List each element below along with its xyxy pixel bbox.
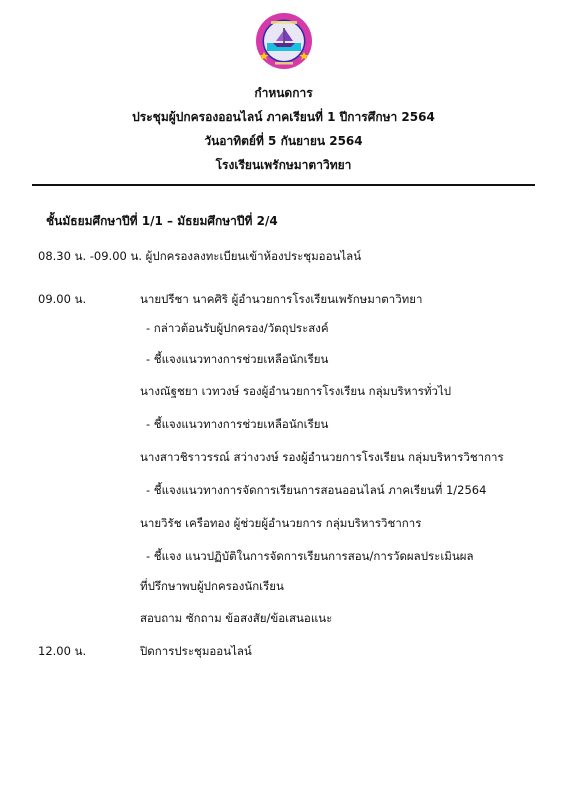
registration-line: 08.30 น. -09.00 น. ผู้ปกครองลงทะเบียนเข้าห้องประชุมออนไลน์ — [38, 249, 362, 263]
speaker-3-item-1: - ชี้แจงแนวทางการจัดการเรียนการสอนออนไลน์ ภาคเรียนที่ 1/2564 — [146, 483, 487, 497]
document-title: กำหนดการ — [254, 86, 313, 100]
speaker-1-item-1: - กล่าวต้อนรับผู้ปกครอง/วัตถุประสงค์ — [146, 321, 329, 335]
time-1200: 12.00 น. — [38, 644, 87, 658]
time-0900: 09.00 น. — [38, 292, 87, 306]
speaker-4-item-1: - ชี้แจง แนวปฏิบัติในการจัดการเรียนการสอน/การวัดผลประเมินผล — [146, 549, 474, 563]
school-name: โรงเรียนเพรักษมาตาวิทยา — [215, 158, 352, 172]
speaker-2-item-1: - ชี้แจงแนวทางการช่วยเหลือนักเรียน — [146, 417, 329, 431]
closing-line: ปิดการประชุมออนไลน์ — [140, 644, 252, 658]
qa-line: สอบถาม ซักถาม ข้อสงสัย/ข้อเสนอแนะ — [140, 611, 333, 625]
speaker-1: นายปรีชา นาคศิริ ผู้อำนวยการโรงเรียนเพรักษมาตาวิทยา — [140, 292, 423, 306]
header-divider — [32, 184, 535, 186]
speaker-1-item-2: - ชี้แจงแนวทางการช่วยเหลือนักเรียน — [146, 352, 329, 366]
meeting-date: วันอาทิตย์ที่ 5 กันยายน 2564 — [204, 134, 363, 148]
section-title: ชั้นมัธยมศึกษาปีที่ 1/1 – มัธยมศึกษาปีที่ 2/4 — [46, 214, 278, 228]
meeting-title: ประชุมผู้ปกครองออนไลน์ ภาคเรียนที่ 1 ปีการศึกษา 2564 — [132, 110, 435, 124]
speaker-2: นางณัฐชยา เวทวงษ์ รองผู้อำนวยการโรงเรียน กลุ่มบริหารทั่วไป — [140, 384, 452, 398]
advisors-line: ที่ปรึกษาพบผู้ปกครองนักเรียน — [140, 579, 284, 593]
speaker-4: นายวิรัช เครือทอง ผู้ช่วยผู้อำนวยการ กลุ่มบริหารวิชาการ — [140, 516, 422, 530]
speaker-3: นางสาวชิราวรรณ์ สว่างวงษ์ รองผู้อำนวยการโรงเรียน กลุ่มบริหารวิชาการ — [140, 450, 504, 464]
school-seal-logo — [255, 12, 313, 70]
